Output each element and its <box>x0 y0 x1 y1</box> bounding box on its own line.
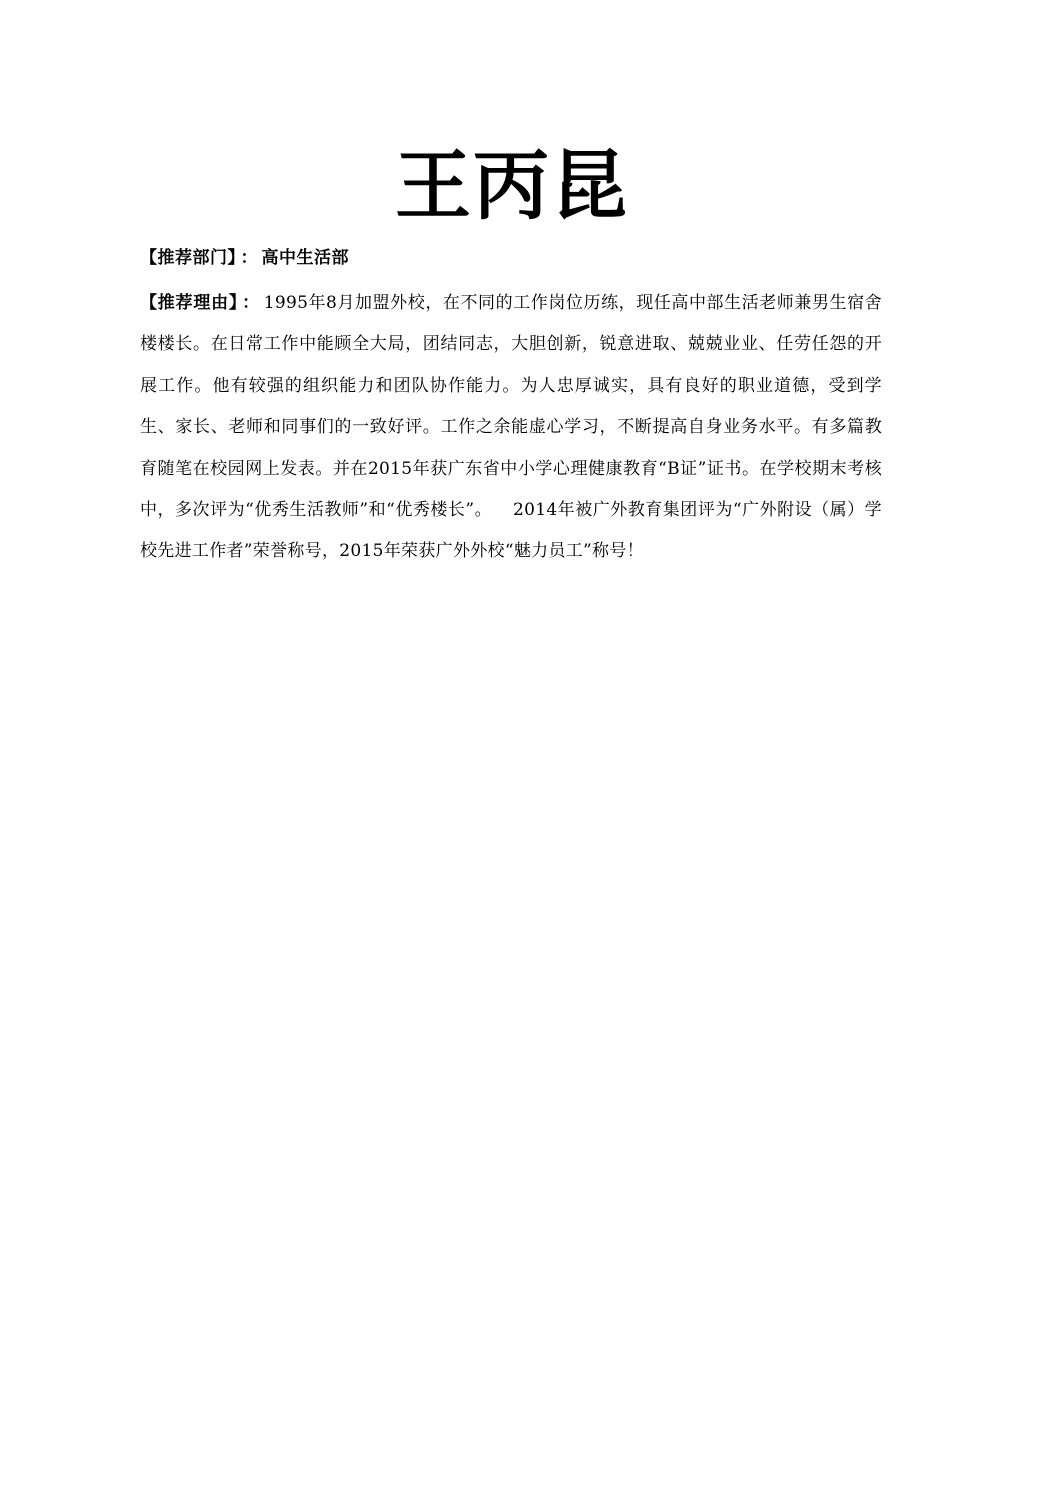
page-title: 王丙昆 <box>395 141 629 230</box>
reason-label: 【推荐理由】 <box>140 293 239 313</box>
department-value: 高中生活部 <box>261 248 349 268</box>
reason-paragraph <box>140 283 882 573</box>
reason-colon: ： <box>242 293 260 313</box>
department-line <box>140 243 349 273</box>
department-colon: ： <box>240 248 258 268</box>
reason-text: 1995年8月加盟外校，在不同的工作岗位历练，现任高中部生活老师兼男生宿舍楼楼长。在日常工作中能顾全大局，团结同志，大胆创新，锐意进取、兢兢业业、任劳任怨的开展工作。他有较强的组织能力和团队协作能力。为人忠厚诚实，具有良好的职业道德，受到学生、家长、老师和同事们的一致好评。工作之余能虚心学习，不断提高自身业务水平。有多篇教育随笔在校园网上发表。并在2015年获广东省中小学心理健康教育“B证”证书。在学校期末考核中，多次评为“优秀生活教师”和“优秀楼长”。 2014年被广外教育集团评为“广外附设（属）学校先进工作者”荣誉称号，2015年荣获广外外校“魅力员工”称号！ <box>140 293 882 562</box>
department-label: 【推荐部门】 <box>140 248 237 268</box>
